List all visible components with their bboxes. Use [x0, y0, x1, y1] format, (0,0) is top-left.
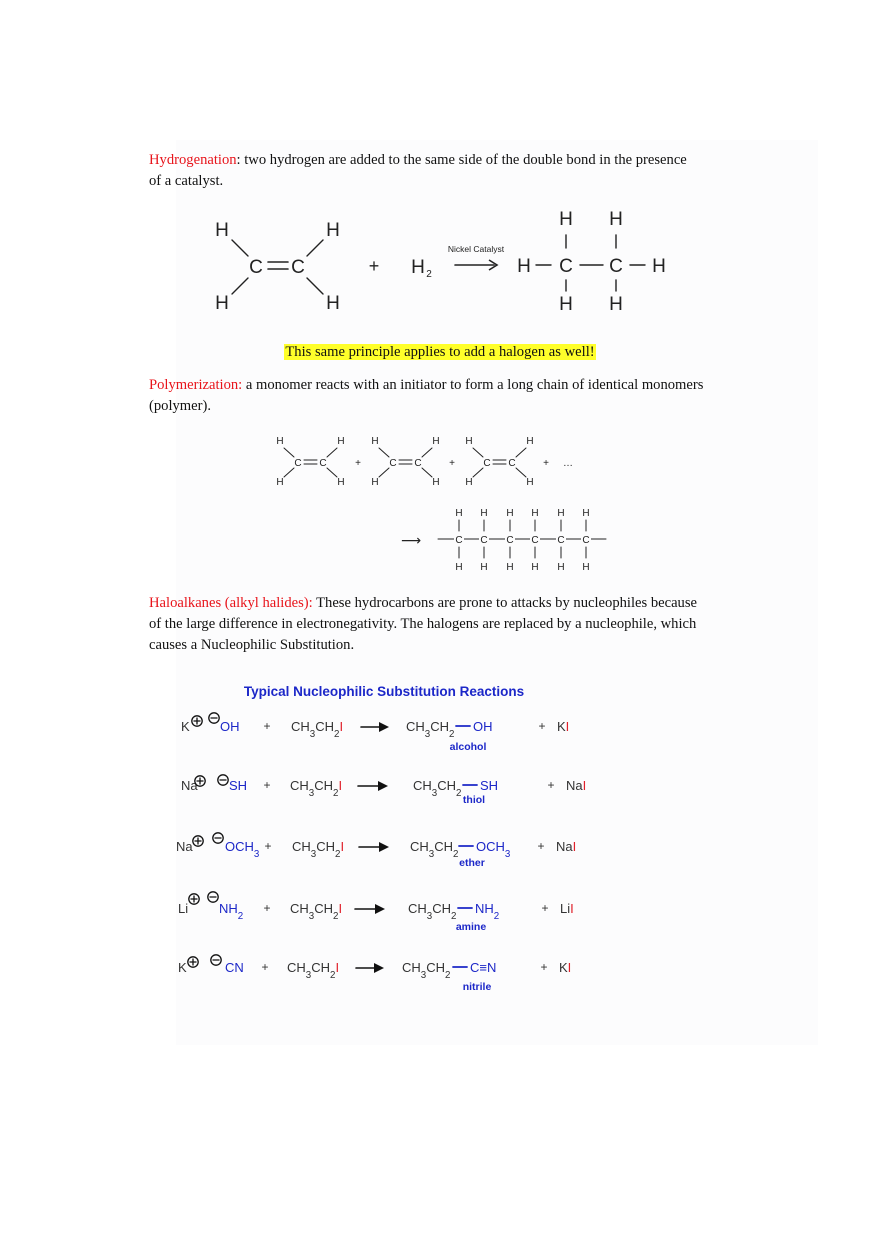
reaction-4-product-prefix-part-1: CH: [408, 901, 427, 916]
reaction-4-cation: [178, 901, 188, 916]
ethene-h-top-right: H: [326, 220, 340, 241]
monomer3-carbon-right: C: [508, 458, 516, 469]
monomer3-carbon-left: C: [483, 458, 491, 469]
reaction-3-anion-part-1: OCH: [225, 839, 254, 854]
reaction-3-product-prefix-part-3: CH: [434, 839, 453, 854]
ethene-h-bottom-left: H: [215, 293, 229, 314]
monomer2-h-bottom-left: H: [371, 477, 379, 488]
polymer-h-bottom-4: H: [531, 562, 539, 573]
reaction-3-salt-part-2: I: [572, 839, 577, 854]
reaction-3-product-prefix-part-4: 2: [453, 848, 459, 860]
reaction-2-plus-left: +: [263, 778, 271, 792]
reaction-3-salt: [556, 839, 576, 854]
reaction-5-cation: [178, 960, 187, 975]
reaction-3-substrate-part-3: CH: [316, 839, 335, 854]
reaction-5-anion: [225, 960, 244, 975]
polymer-h-top-3: H: [506, 508, 514, 519]
reaction-3-salt-part-1: Na: [556, 839, 573, 854]
polymer-arrow: ⟶: [400, 533, 422, 549]
monomer2-h-top-right: H: [432, 436, 440, 447]
reaction-2-substrate-part-2: 3: [308, 787, 315, 799]
reaction-2-anion: [229, 778, 247, 793]
reaction-1-substrate-part-4: 2: [334, 728, 340, 740]
reaction-2-salt: [566, 778, 586, 793]
reaction-5-substrate-part-2: 3: [305, 969, 312, 981]
monomer-plus-1: +: [355, 458, 361, 469]
reaction-3-arrow-head: [379, 842, 389, 852]
reaction-2-substrate: [290, 778, 342, 799]
reaction-5-salt: [559, 960, 571, 975]
reaction-1-salt: [557, 719, 569, 734]
reaction-1-product-prefix: [406, 719, 454, 740]
reaction-2-product-prefix: [413, 778, 461, 799]
reaction-5-product-group: [470, 960, 496, 975]
reaction-3-substrate: [292, 839, 344, 860]
ethane-h-top-1: H: [559, 209, 573, 230]
reaction-2-product-prefix-part-3: CH: [437, 778, 456, 793]
reaction-4-cation-part-1: Li: [178, 901, 189, 916]
reaction-2-product-label: thiol: [462, 794, 486, 806]
monomer1-carbon-right: C: [319, 458, 327, 469]
reaction-1-substrate-part-3: CH: [315, 719, 334, 734]
reaction-1-product-prefix-part-3: CH: [430, 719, 449, 734]
hydrogen-molecule-symbol: H: [411, 257, 425, 278]
reaction-4-anion-part-2: 2: [237, 910, 244, 922]
monomer2-carbon-left: C: [389, 458, 397, 469]
polymer-h-bottom-3: H: [506, 562, 514, 573]
monomer1-h-top-right: H: [337, 436, 345, 447]
reaction-5-product-prefix-part-4: 2: [445, 969, 451, 981]
polymer-h-top-1: H: [455, 508, 463, 519]
reaction-3-product-prefix: [410, 839, 458, 860]
reaction-5-salt-part-1: K: [559, 960, 568, 975]
reaction-4-product-group: [475, 901, 499, 922]
reaction-5-plus-left: +: [261, 960, 269, 974]
monomer-ellipsis: …: [563, 458, 573, 469]
reaction-3-substrate-part-4: 2: [335, 848, 341, 860]
monomer-plus-2: +: [449, 458, 455, 469]
polymer-h-bottom-1: H: [455, 562, 463, 573]
reaction-4-substrate-part-2: 3: [308, 910, 315, 922]
ethene-h-top-left: H: [215, 220, 229, 241]
reaction-2-anion-part-1: SH: [229, 778, 248, 793]
hydrogenation-plus: +: [368, 256, 380, 276]
monomer2-h-bottom-right: H: [432, 477, 440, 488]
reaction-4-product-prefix-part-2: 3: [426, 910, 433, 922]
reaction-4-product-prefix-part-4: 2: [451, 910, 457, 922]
reaction-1-product-group-part-1: OH: [473, 719, 493, 734]
reaction-4-plus-left: +: [263, 901, 271, 915]
hydrogenation-text-line1: : two hydrogen are added to the same side of the double bond in the presence: [236, 152, 687, 168]
reaction-3-anion: [225, 839, 259, 860]
reaction-2-salt-part-2: I: [582, 778, 587, 793]
haloalkanes-text-line2: of the large difference in electronegativity. The halogens are replaced by a nucleophile, which: [149, 616, 697, 632]
reaction-3-product-label: ether: [459, 857, 485, 869]
reaction-3-substrate-part-2: 3: [310, 848, 317, 860]
reaction-2-substrate-part-5: I: [338, 778, 343, 793]
reaction-1-anion: [220, 719, 240, 734]
reaction-4-substrate-part-4: 2: [333, 910, 339, 922]
reaction-5-plus-right: +: [540, 960, 548, 974]
catalyst-label: Nickel Catalyst: [447, 244, 505, 254]
reaction-2-plus-right: +: [547, 778, 555, 792]
reaction-3-cation: [176, 839, 193, 854]
reaction-1-cation-part-1: K: [181, 719, 190, 734]
reaction-1-plus-left: +: [263, 719, 271, 733]
polymer-carbon-1: C: [455, 535, 463, 546]
reaction-1-arrow-head: [379, 722, 389, 732]
polymer-h-top-2: H: [480, 508, 488, 519]
reaction-2-cation-part-1: Na: [181, 778, 198, 793]
ethane-h-left: H: [517, 256, 531, 277]
monomer-plus-3: +: [543, 458, 549, 469]
polymer-h-bottom-6: H: [582, 562, 590, 573]
reaction-5-product-label: nitrile: [462, 981, 492, 993]
monomer3-h-top-left: H: [465, 436, 473, 447]
polymerization-text-line2: (polymer).: [149, 398, 212, 414]
reaction-1-substrate-part-2: 3: [309, 728, 316, 740]
reaction-1-plus-right: +: [538, 719, 546, 733]
ethane-h-bottom-2: H: [609, 294, 623, 315]
reaction-1-cation: [181, 719, 190, 734]
reaction-5-substrate: [287, 960, 339, 981]
reaction-4-salt-part-1: Li: [560, 901, 571, 916]
reaction-5-product-prefix-part-3: CH: [426, 960, 445, 975]
ethane-h-top-2: H: [609, 209, 623, 230]
reaction-1-substrate-part-1: CH: [291, 719, 310, 734]
reaction-2-cation: [181, 778, 198, 793]
reaction-4-plus-right: +: [541, 901, 549, 915]
reaction-4-substrate-part-1: CH: [290, 901, 309, 916]
reaction-5-product-prefix-part-1: CH: [402, 960, 421, 975]
polymer-h-bottom-5: H: [557, 562, 565, 573]
reaction-3-product-prefix-part-1: CH: [410, 839, 429, 854]
reaction-2-product-group-part-1: SH: [480, 778, 499, 793]
reaction-5-anion-part-1: CN: [225, 960, 244, 975]
reaction-5-substrate-part-4: 2: [330, 969, 336, 981]
highlight-note: This same principle applies to add a halogen as well!: [285, 344, 595, 360]
reaction-1-product-group: [473, 719, 493, 734]
reaction-1-product-prefix-part-1: CH: [406, 719, 425, 734]
reaction-3-anion-part-2: 3: [253, 848, 260, 860]
reaction-4-substrate-part-5: I: [338, 901, 343, 916]
polymer-carbon-4: C: [531, 535, 539, 546]
monomer1-h-top-left: H: [276, 436, 284, 447]
reaction-1-substrate-part-5: I: [339, 719, 344, 734]
monomer3-h-bottom-right: H: [526, 477, 534, 488]
polymer-carbon-3: C: [506, 535, 514, 546]
reaction-1-product-label: alcohol: [449, 741, 487, 753]
reaction-2-product-prefix-part-2: 3: [431, 787, 438, 799]
reaction-5-product-prefix-part-2: 3: [420, 969, 427, 981]
polymer-carbon-2: C: [480, 535, 488, 546]
polymer-carbon-6: C: [582, 535, 590, 546]
reaction-5-product-group-part-1: C≡N: [470, 960, 497, 975]
reaction-4-substrate-part-3: CH: [314, 901, 333, 916]
reaction-4-substrate: [290, 901, 342, 922]
reaction-2-salt-part-1: Na: [566, 778, 583, 793]
polymerization-text-line1: a monomer reacts with an initiator to form a long chain of identical monomers: [242, 377, 704, 393]
reaction-5-product-prefix: [402, 960, 450, 981]
reaction-1-salt-part-2: I: [565, 719, 570, 734]
reaction-5-arrow-head: [374, 963, 384, 973]
reaction-1-salt-part-1: K: [557, 719, 566, 734]
ethene-carbon-right: C: [291, 257, 305, 278]
reaction-5-substrate-part-1: CH: [287, 960, 306, 975]
ethene-carbon-left: C: [249, 257, 263, 278]
ethane-h-bottom-1: H: [559, 294, 573, 315]
reaction-2-substrate-part-1: CH: [290, 778, 309, 793]
reaction-1-product-prefix-part-4: 2: [449, 728, 455, 740]
reaction-2-product-prefix-part-1: CH: [413, 778, 432, 793]
reaction-3-cation-part-1: Na: [176, 839, 193, 854]
reaction-5-salt-part-2: I: [567, 960, 572, 975]
reaction-4-anion-part-1: NH: [219, 901, 238, 916]
hydrogenation-term: Hydrogenation: [149, 152, 237, 168]
reaction-4-anion: [219, 901, 243, 922]
monomer3-h-bottom-left: H: [465, 477, 473, 488]
haloalkanes-term: Haloalkanes (alkyl halides):: [149, 595, 313, 611]
substitution-title: Typical Nucleophilic Substitution Reactions: [243, 684, 525, 699]
reaction-4-salt: [560, 901, 574, 916]
monomer1-h-bottom-left: H: [276, 477, 284, 488]
reaction-2-arrow-head: [378, 781, 388, 791]
reaction-2-product-prefix-part-4: 2: [456, 787, 462, 799]
ethane-carbon-2: C: [609, 256, 623, 277]
monomer2-carbon-right: C: [414, 458, 422, 469]
monomer1-carbon-left: C: [294, 458, 302, 469]
reaction-1-anion-part-1: OH: [220, 719, 240, 734]
reaction-4-product-group-part-1: NH: [475, 901, 494, 916]
reaction-5-cation-part-1: K: [178, 960, 187, 975]
reaction-4-salt-part-2: I: [570, 901, 574, 916]
reaction-5-substrate-part-3: CH: [311, 960, 330, 975]
polymer-h-top-4: H: [531, 508, 539, 519]
reaction-4-product-group-part-2: 2: [493, 910, 500, 922]
reaction-3-product-prefix-part-2: 3: [428, 848, 435, 860]
reaction-2-substrate-part-4: 2: [333, 787, 339, 799]
polymer-h-bottom-2: H: [480, 562, 488, 573]
reaction-4-product-prefix: [408, 901, 456, 922]
monomer2-h-top-left: H: [371, 436, 379, 447]
hydrogenation-text-line2: of a catalyst.: [149, 173, 224, 189]
reaction-4-product-label: amine: [455, 921, 487, 933]
reaction-3-plus-left: +: [264, 839, 272, 853]
polymerization-term: Polymerization:: [149, 377, 243, 393]
reaction-4-product-prefix-part-3: CH: [432, 901, 451, 916]
hydrogen-molecule-subscript: 2: [426, 269, 432, 280]
reaction-3-product-group-part-2: 3: [504, 848, 511, 860]
monomer3-h-top-right: H: [526, 436, 534, 447]
reaction-2-substrate-part-3: CH: [314, 778, 333, 793]
ethane-carbon-1: C: [559, 256, 573, 277]
reaction-1-product-prefix-part-2: 3: [424, 728, 431, 740]
polymer-carbon-5: C: [557, 535, 565, 546]
reaction-1-substrate: [291, 719, 343, 740]
reaction-3-plus-right: +: [537, 839, 545, 853]
reaction-3-substrate-part-1: CH: [292, 839, 311, 854]
haloalkanes-text-line1: These hydrocarbons are prone to attacks by nucleophiles because: [312, 595, 698, 611]
reaction-3-substrate-part-5: I: [340, 839, 345, 854]
polymer-h-top-5: H: [557, 508, 565, 519]
reaction-2-product-group: [480, 778, 498, 793]
reaction-3-product-group-part-1: OCH: [476, 839, 505, 854]
ethane-h-right: H: [652, 256, 666, 277]
monomer1-h-bottom-right: H: [337, 477, 345, 488]
ethene-h-bottom-right: H: [326, 293, 340, 314]
polymer-h-top-6: H: [582, 508, 590, 519]
haloalkanes-text-line3: causes a Nucleophilic Substitution.: [149, 637, 355, 653]
reaction-4-arrow-head: [375, 904, 385, 914]
reaction-5-substrate-part-5: I: [335, 960, 340, 975]
